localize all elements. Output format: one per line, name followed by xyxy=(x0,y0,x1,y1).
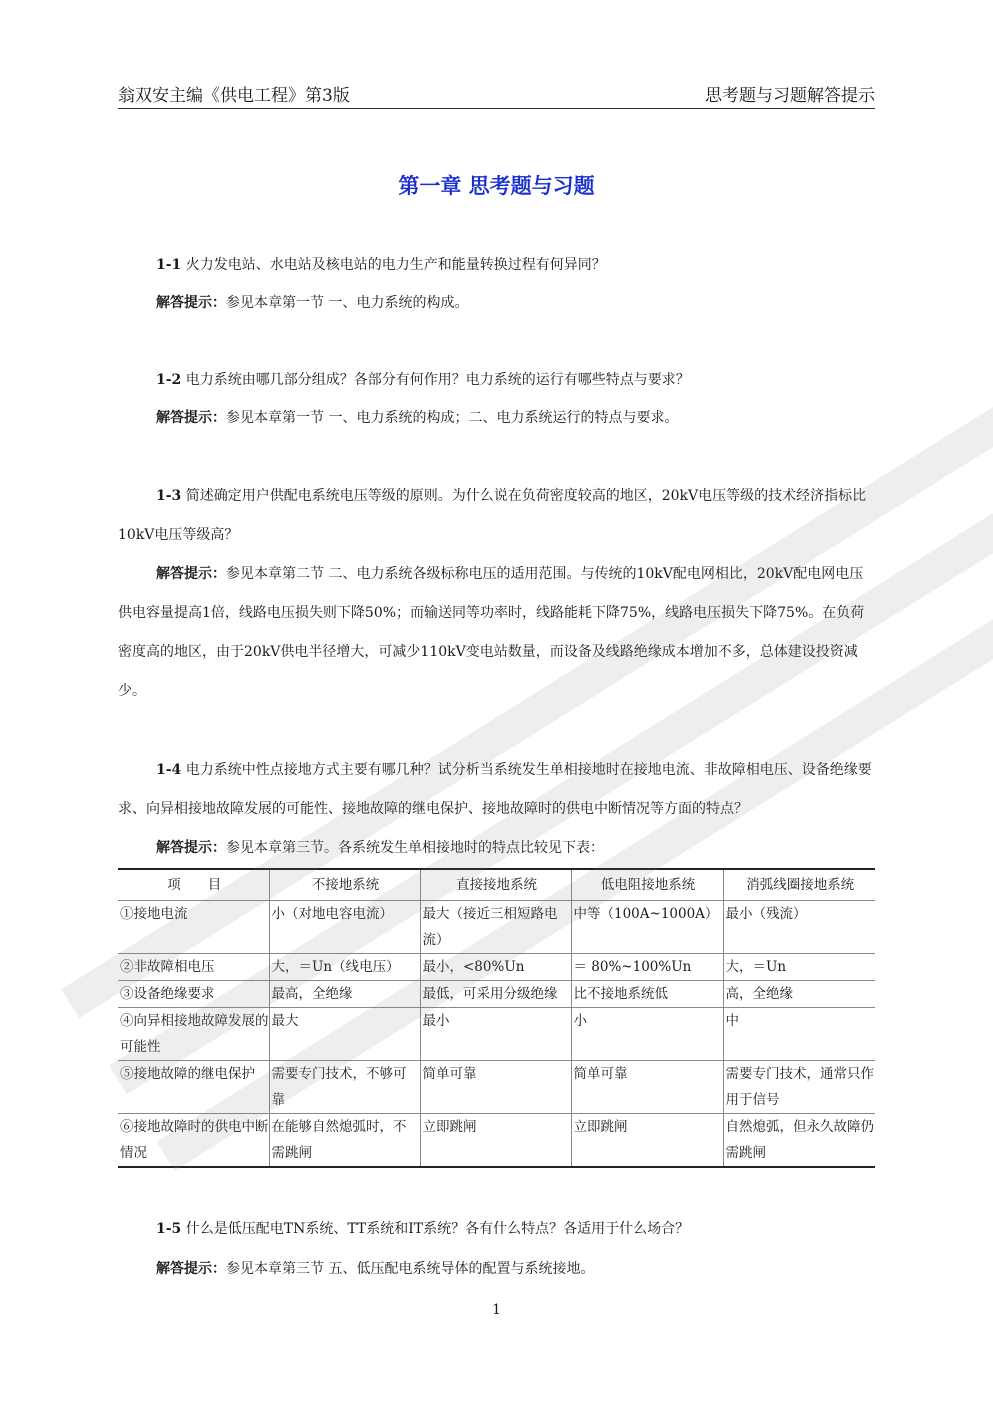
table-cell: ①接地电流 xyxy=(118,901,269,954)
table-cell: 需要专门技术，通常只作用于信号 xyxy=(723,1061,875,1114)
question-1-2 xyxy=(118,361,875,400)
table-cell: 最小（残流） xyxy=(723,901,875,954)
table-cell: 中等（100A~1000A） xyxy=(571,901,723,954)
table-cell: ＝ 80%~100%Un xyxy=(571,954,723,981)
table-cell: 最小，<80%Un xyxy=(420,954,571,981)
hint-label: 解答提示： xyxy=(156,1261,226,1277)
question-number: 1-2 xyxy=(156,372,182,388)
hint-label: 解答提示： xyxy=(156,840,226,856)
hint-text: 参见本章第三节。各系统发生单相接地时的特点比较见下表： xyxy=(226,840,604,856)
question-1-3 xyxy=(118,477,875,555)
question-1-1 xyxy=(118,246,875,285)
question-number: 1-3 xyxy=(156,488,182,504)
question-text: 电力系统中性点接地方式主要有哪几种？试分析当系统发生单相接地时在接地电流、非故障相电压、设备绝缘要求、向异相接地故障发展的可能性、接地故障的继电保护、接地故障时的供电中断情况等方面的特点？ xyxy=(118,762,872,817)
question-text: 电力系统由哪几部分组成？各部分有何作用？电力系统的运行有哪些特点与要求？ xyxy=(185,372,690,388)
hint-label: 解答提示： xyxy=(156,410,226,426)
table-cell: 大，＝Un xyxy=(723,954,875,981)
table-header-cell: 直接接地系统 xyxy=(420,869,571,901)
table-cell: ④向异相接地故障发展的可能性 xyxy=(118,1008,269,1061)
question-number: 1-4 xyxy=(156,762,182,778)
hint-text: 参见本章第三节 五、低压配电系统导体的配置与系统接地。 xyxy=(226,1261,595,1277)
hint-1-2 xyxy=(118,399,875,438)
page-header xyxy=(118,80,875,109)
table-cell: 自然熄弧，但永久故障仍需跳闸 xyxy=(723,1114,875,1168)
table-cell: 小 xyxy=(571,1008,723,1061)
table-cell: ⑤接地故障的继电保护 xyxy=(118,1061,269,1114)
table-header-cell: 消弧线圈接地系统 xyxy=(723,869,875,901)
table-row xyxy=(118,1008,875,1061)
table-cell: 最大 xyxy=(269,1008,420,1061)
table-cell: 大，＝Un（线电压） xyxy=(269,954,420,981)
table-cell: 最小 xyxy=(420,1008,571,1061)
table-cell: 需要专门技术，不够可靠 xyxy=(269,1061,420,1114)
hint-text: 参见本章第一节 一、电力系统的构成。 xyxy=(226,295,469,311)
table-row xyxy=(118,1061,875,1114)
table-header-row xyxy=(118,869,875,901)
question-number: 1-5 xyxy=(156,1221,182,1237)
table-cell: 简单可靠 xyxy=(571,1061,723,1114)
hint-1-3 xyxy=(118,555,875,711)
hint-text: 参见本章第二节 二、电力系统各级标称电压的适用范围。与传统的10kV配电网相比，20kV配电网电压供电容量提高1倍，线路电压损失则下降50%；而输送同等功率时，线路能耗下降75%，线路电压损失下降75%。在负荷密度高的地区，由于20kV供电半径增大，可减少110kV变电站数量，而设备及线路绝缘成本增加不多，总体建设投资减少。 xyxy=(118,566,865,699)
table-cell: ⑥接地故障时的供电中断情况 xyxy=(118,1114,269,1168)
table-cell: 立即跳闸 xyxy=(420,1114,571,1168)
table-cell: ②非故障相电压 xyxy=(118,954,269,981)
table-row xyxy=(118,954,875,981)
table-cell: 最高，全绝缘 xyxy=(269,981,420,1008)
hint-label: 解答提示： xyxy=(156,295,226,311)
hint-1-1 xyxy=(118,284,875,323)
table-header-cell: 不接地系统 xyxy=(269,869,420,901)
question-1-5 xyxy=(118,1210,875,1249)
question-1-4 xyxy=(118,751,875,829)
table-cell: 简单可靠 xyxy=(420,1061,571,1114)
hint-1-4 xyxy=(118,829,875,868)
grounding-comparison-table xyxy=(118,868,875,1168)
table-row xyxy=(118,1114,875,1168)
table-row xyxy=(118,981,875,1008)
page-number: 1 xyxy=(492,1302,501,1318)
table-header-cell: 项 目 xyxy=(118,869,269,901)
table-row xyxy=(118,901,875,954)
table-cell: 在能够自然熄弧时，不需跳闸 xyxy=(269,1114,420,1168)
question-number: 1-1 xyxy=(156,257,182,273)
header-book-title: 翁双安主编《供电工程》第3版 xyxy=(118,86,350,106)
chapter-title: 第一章 思考题与习题 xyxy=(398,174,595,198)
table-cell: 最大（接近三相短路电流） xyxy=(420,901,571,954)
question-text: 简述确定用户供配电系统电压等级的原则。为什么说在负荷密度较高的地区，20kV电压等级的技术经济指标比10kV电压等级高？ xyxy=(118,488,867,543)
table-cell: 比不接地系统低 xyxy=(571,981,723,1008)
header-section-title: 思考题与习题解答提示 xyxy=(705,86,875,106)
hint-text: 参见本章第一节 一、电力系统的构成；二、电力系统运行的特点与要求。 xyxy=(226,410,679,426)
hint-1-5 xyxy=(118,1250,875,1289)
table-cell: 立即跳闸 xyxy=(571,1114,723,1168)
table-cell: 高，全绝缘 xyxy=(723,981,875,1008)
question-text: 什么是低压配电TN系统、TT系统和IT系统？各有什么特点？各适用于什么场合？ xyxy=(185,1221,690,1237)
question-text: 火力发电站、水电站及核电站的电力生产和能量转换过程有何异同？ xyxy=(185,257,606,273)
table-cell: ③设备绝缘要求 xyxy=(118,981,269,1008)
table-cell: 小（对地电容电流） xyxy=(269,901,420,954)
table-header-cell: 低电阻接地系统 xyxy=(571,869,723,901)
hint-label: 解答提示： xyxy=(156,566,226,582)
table-cell: 中 xyxy=(723,1008,875,1061)
table-cell: 最低，可采用分级绝缘 xyxy=(420,981,571,1008)
